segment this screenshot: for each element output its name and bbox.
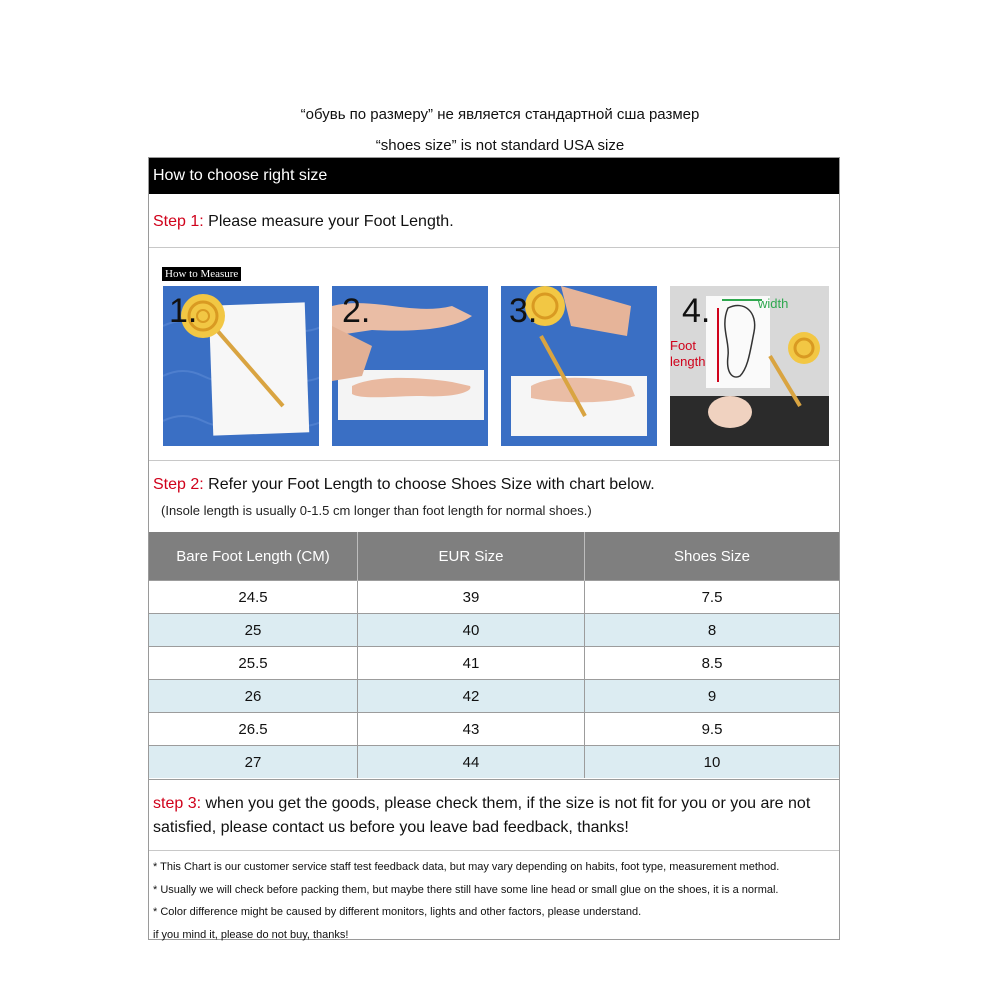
shoes-size-cell: 8 — [585, 614, 840, 647]
foot-length-cell: 24.5 — [149, 581, 358, 614]
eur-size-cell: 42 — [358, 680, 585, 713]
notes-block — [153, 856, 779, 946]
russian-size-note: “обувь по размеру” не является стандартной сша размер — [300, 106, 700, 123]
width-annotation: width — [758, 296, 789, 311]
step2-text: Refer your Foot Length to choose Shoes Size with chart below. — [208, 476, 655, 493]
foot-length-cell: 26 — [149, 680, 358, 713]
guide-title: How to choose right size — [149, 158, 839, 194]
table-row — [149, 581, 839, 614]
size-guide-sheet — [148, 157, 840, 940]
size-chart-table — [149, 532, 839, 778]
foot-length-cell: 25.5 — [149, 647, 358, 680]
table-row — [149, 746, 839, 779]
eur-size-cell: 39 — [358, 581, 585, 614]
header-eur-size: EUR Size — [358, 532, 585, 581]
step1-text: Please measure your Foot Length. — [208, 213, 454, 230]
step3-text: when you get the goods, please check them, if the size is not fit for you or you are not satisfied, please contact us before you leave bad feedback, thanks! — [153, 795, 811, 836]
english-size-note: “shoes size” is not standard USA size — [375, 137, 625, 154]
table-row — [149, 713, 839, 746]
shoes-size-cell: 9.5 — [585, 713, 840, 746]
note-line: * This Chart is our customer service staff test feedback data, but may vary depending on habits, foot type, measurement method. — [153, 861, 780, 873]
photo-number-4: 4. — [682, 292, 711, 330]
divider — [149, 460, 839, 461]
photo-number-3: 3. — [509, 292, 538, 330]
shoes-size-cell: 10 — [585, 746, 840, 779]
photo-number-1: 1. — [169, 292, 198, 330]
eur-size-cell: 44 — [358, 746, 585, 779]
step1-label: Step 1: — [153, 213, 204, 230]
table-row — [149, 647, 839, 680]
foot-length-cell: 25 — [149, 614, 358, 647]
divider — [149, 779, 839, 780]
step2-label: Step 2: — [153, 476, 204, 493]
step2-line — [153, 476, 655, 494]
shoes-size-cell: 9 — [585, 680, 840, 713]
eur-size-cell: 41 — [358, 647, 585, 680]
photo-4 — [670, 286, 829, 446]
step1-line — [153, 213, 454, 231]
insole-note: (Insole length is usually 0-1.5 cm longer than foot length for normal shoes.) — [161, 503, 592, 518]
shoes-size-cell: 7.5 — [585, 581, 840, 614]
foot-length-cell: 27 — [149, 746, 358, 779]
table-row — [149, 614, 839, 647]
how-to-measure-badge: How to Measure — [162, 267, 241, 281]
table-row — [149, 680, 839, 713]
shoes-size-cell: 8.5 — [585, 647, 840, 680]
foot-length-annotation-1: Foot — [670, 338, 697, 353]
header-shoes-size: Shoes Size — [585, 532, 840, 581]
photo-2 — [332, 286, 488, 446]
note-line: if you mind it, please do not buy, thanks! — [153, 928, 349, 941]
photo-1 — [163, 286, 319, 446]
photo-3 — [501, 286, 657, 446]
header-bare-foot-length: Bare Foot Length (CM) — [149, 532, 358, 581]
note-line: * Color difference might be caused by different monitors, lights and other factors, please understand. — [153, 906, 642, 918]
foot-length-cell: 26.5 — [149, 713, 358, 746]
note-line: * Usually we will check before packing them, but maybe there still have some line head or small glue on the shoes, it is a normal. — [153, 883, 779, 896]
step3-label: step 3: — [153, 795, 202, 812]
measure-photos — [149, 248, 839, 460]
step3-paragraph — [153, 792, 839, 840]
eur-size-cell: 43 — [358, 713, 585, 746]
divider — [149, 850, 839, 851]
foot-length-annotation-2: length — [670, 354, 706, 369]
size-chart-header-row — [149, 532, 839, 581]
eur-size-cell: 40 — [358, 614, 585, 647]
photo-number-2: 2. — [342, 292, 371, 330]
